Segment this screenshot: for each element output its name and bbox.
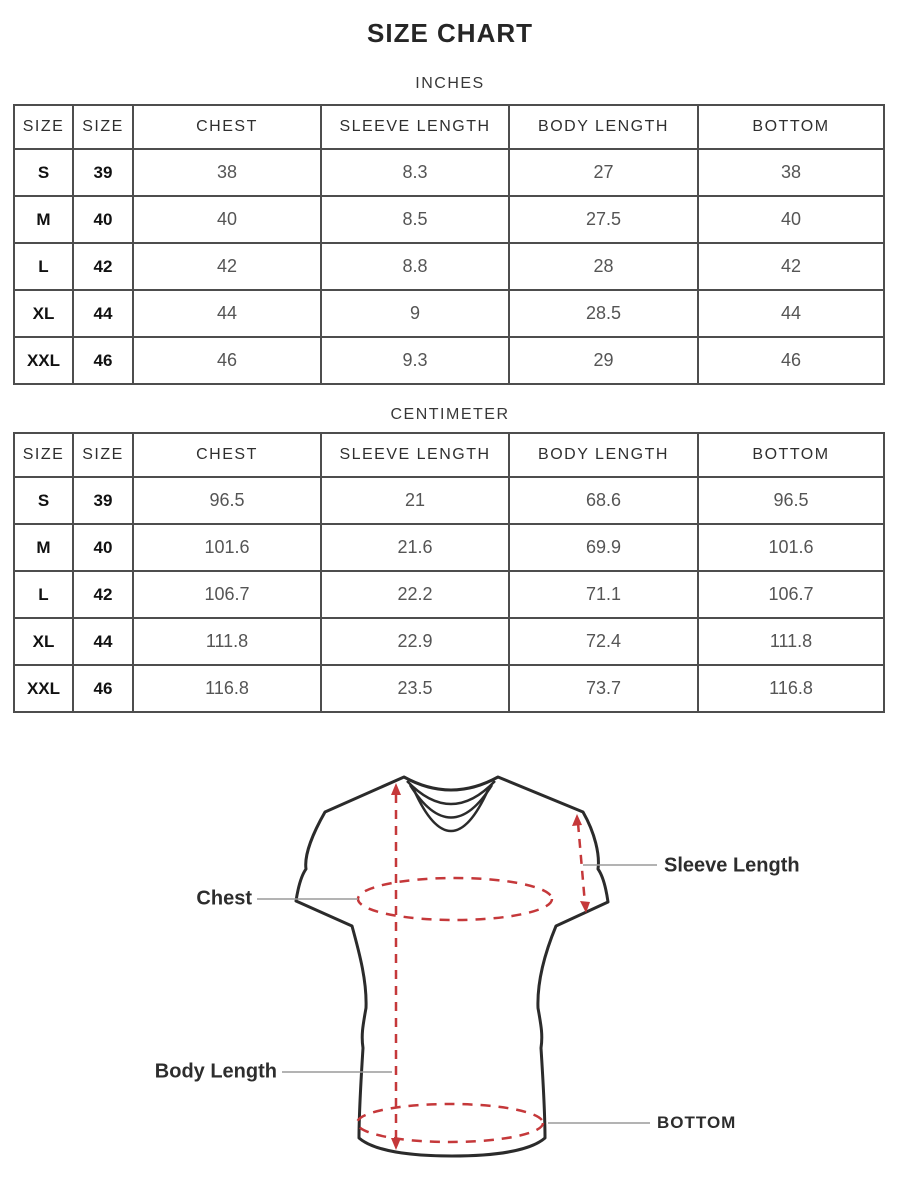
size-label-cell: M: [14, 524, 73, 571]
table-header-row: [14, 433, 884, 477]
sleeve-length-value-cell: 8.8: [321, 243, 509, 290]
body-length-value-cell: 28.5: [509, 290, 698, 337]
bottom-value-cell: 40: [698, 196, 884, 243]
bottom-value-cell: 111.8: [698, 618, 884, 665]
size-label-cell: S: [14, 477, 73, 524]
size-label-cell: S: [14, 149, 73, 196]
chest-value-cell: 46: [133, 337, 321, 384]
size-number-cell: 42: [73, 243, 133, 290]
body-length-value-cell: 72.4: [509, 618, 698, 665]
table-row: [14, 149, 884, 196]
body-length-value-cell: 27: [509, 149, 698, 196]
size-label-cell: L: [14, 243, 73, 290]
size-number-cell: 44: [73, 290, 133, 337]
bottom-value-cell: 116.8: [698, 665, 884, 712]
bottom-measure-label: BOTTOM: [657, 1113, 737, 1132]
column-header-bottom: BOTTOM: [698, 105, 884, 149]
page-title: SIZE CHART: [367, 18, 533, 48]
tshirt-measurement-diagram: [0, 730, 900, 1200]
chest-value-cell: 42: [133, 243, 321, 290]
centimeter-section-label: CENTIMETER: [390, 406, 510, 423]
size-number-cell: 39: [73, 149, 133, 196]
sleeve-length-measure-label: Sleeve Length: [664, 854, 800, 877]
column-header-size: SIZE: [14, 433, 73, 477]
table-row: [14, 243, 884, 290]
bottom-value-cell: 101.6: [698, 524, 884, 571]
size-label-cell: L: [14, 571, 73, 618]
column-header-size: SIZE: [14, 105, 73, 149]
chest-value-cell: 116.8: [133, 665, 321, 712]
body-length-value-cell: 71.1: [509, 571, 698, 618]
size-number-cell: 40: [73, 524, 133, 571]
bottom-value-cell: 38: [698, 149, 884, 196]
column-header-chest: CHEST: [133, 433, 321, 477]
table-row: [14, 618, 884, 665]
sleeve-length-value-cell: 22.9: [321, 618, 509, 665]
body-length-value-cell: 29: [509, 337, 698, 384]
bottom-value-cell: 42: [698, 243, 884, 290]
centimeter-size-table: [13, 432, 885, 713]
size-number-cell: 46: [73, 337, 133, 384]
table-row: [14, 337, 884, 384]
table-row: [14, 196, 884, 243]
bottom-value-cell: 44: [698, 290, 884, 337]
body-length-value-cell: 68.6: [509, 477, 698, 524]
size-number-cell: 40: [73, 196, 133, 243]
sleeve-length-value-cell: 22.2: [321, 571, 509, 618]
body-length-value-cell: 73.7: [509, 665, 698, 712]
tshirt-diagram-svg: [0, 730, 900, 1200]
sleeve-length-value-cell: 8.3: [321, 149, 509, 196]
column-header-sleeve-length: SLEEVE LENGTH: [321, 105, 509, 149]
body-length-value-cell: 28: [509, 243, 698, 290]
table-header-row: [14, 105, 884, 149]
chest-value-cell: 96.5: [133, 477, 321, 524]
column-header-body-length: BODY LENGTH: [509, 105, 698, 149]
column-header-chest: CHEST: [133, 105, 321, 149]
sleeve-length-value-cell: 23.5: [321, 665, 509, 712]
column-header-sleeve-length: SLEEVE LENGTH: [321, 433, 509, 477]
chest-value-cell: 111.8: [133, 618, 321, 665]
chest-value-cell: 106.7: [133, 571, 321, 618]
chest-measure-label: Chest: [196, 887, 252, 910]
size-number-cell: 46: [73, 665, 133, 712]
tshirt-outline: [296, 777, 608, 1156]
size-number-cell: 39: [73, 477, 133, 524]
inches-section-label: INCHES: [415, 75, 485, 92]
size-label-cell: M: [14, 196, 73, 243]
body-length-measure-label: Body Length: [154, 1060, 277, 1083]
table-row: [14, 665, 884, 712]
size-label-cell: XXL: [14, 665, 73, 712]
sleeve-length-value-cell: 9: [321, 290, 509, 337]
chest-value-cell: 101.6: [133, 524, 321, 571]
sleeve-length-value-cell: 21: [321, 477, 509, 524]
chest-value-cell: 44: [133, 290, 321, 337]
column-header-bottom: BOTTOM: [698, 433, 884, 477]
column-header-body-length: BODY LENGTH: [509, 433, 698, 477]
table-row: [14, 524, 884, 571]
inches-size-table: [13, 104, 885, 385]
table-row: [14, 571, 884, 618]
bottom-value-cell: 46: [698, 337, 884, 384]
table-row: [14, 477, 884, 524]
chest-value-cell: 40: [133, 196, 321, 243]
size-number-cell: 42: [73, 571, 133, 618]
sleeve-length-value-cell: 9.3: [321, 337, 509, 384]
size-label-cell: XL: [14, 290, 73, 337]
column-header-size-number: SIZE: [73, 433, 133, 477]
body-length-value-cell: 69.9: [509, 524, 698, 571]
size-label-cell: XL: [14, 618, 73, 665]
sleeve-length-value-cell: 8.5: [321, 196, 509, 243]
sleeve-length-value-cell: 21.6: [321, 524, 509, 571]
size-number-cell: 44: [73, 618, 133, 665]
table-row: [14, 290, 884, 337]
body-length-value-cell: 27.5: [509, 196, 698, 243]
column-header-size-number: SIZE: [73, 105, 133, 149]
size-label-cell: XXL: [14, 337, 73, 384]
bottom-value-cell: 106.7: [698, 571, 884, 618]
chest-value-cell: 38: [133, 149, 321, 196]
bottom-value-cell: 96.5: [698, 477, 884, 524]
